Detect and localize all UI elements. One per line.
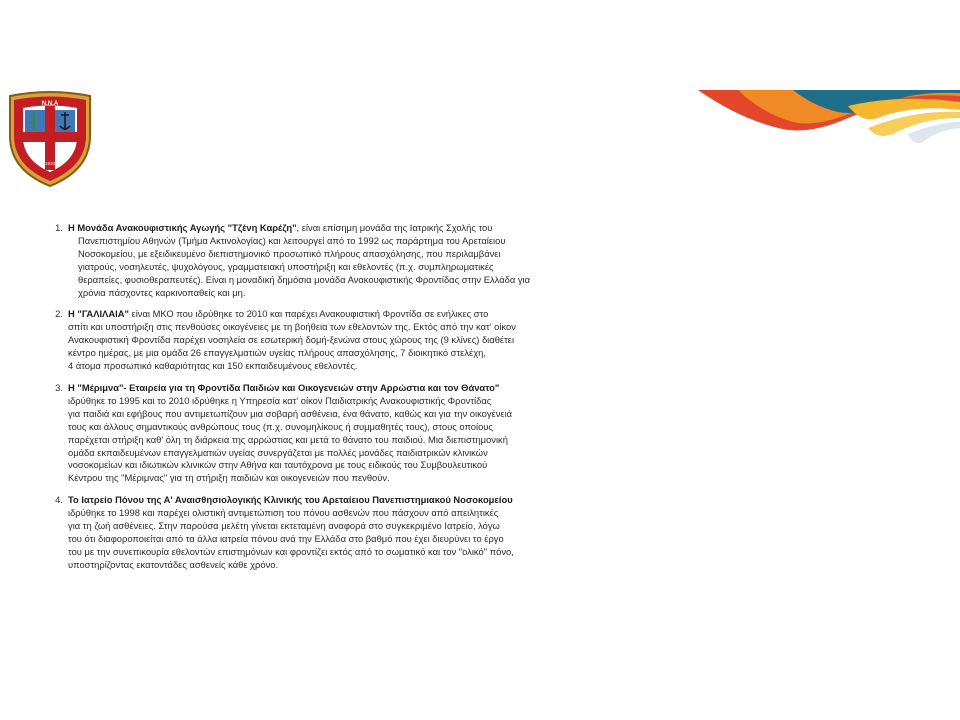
item-number: 1. [55, 222, 63, 233]
item-text: 4 άτομα προσωπικό καθαριότητας και 150 εκπαιδευμένους εθελοντές. [68, 360, 358, 372]
item-text: ιδρύθηκε το 1995 και το 2010 ιδρύθηκε η Υπηρεσία κατ' οίκον Παιδιατρικής Ανακουφιστικής Φροντίδας [68, 394, 492, 406]
item-heading: Η "ΓΑΛΙΛΑΙΑ" [68, 308, 129, 320]
item-text: υποστηρίζοντας εκατοντάδες ασθενείς κάθε χρόνο. [68, 558, 279, 570]
item-number: 2. [55, 308, 63, 320]
list-item [40, 382, 612, 485]
item-text: κέντρο ημέρας, με μια ομάδα 26 επαγγελματιών υγείας πλήρους απασχόλησης, 7 διοικητικό στελέχη, [68, 347, 486, 359]
item-text: τους και άλλους σημαντικούς ανθρώπους τους (π.χ. συνομηλίκους ή συμμαθητές τους), στους οποίους [68, 420, 493, 432]
item-text: Νοσοκομείου, με εξειδικευμένο διεπιστημονικό προσωπικό πλήρους απασχόλησης, που περιλαμβάνει [78, 247, 501, 259]
item-text: του με την συνεπικουρία εθελοντών επιστημόνων και φροντίζει εκτός από το σωματικό και τον "ολικό" πόνο, [68, 545, 514, 557]
item-heading: Το Ιατρείο Πόνου της Α' Αναισθησιολογικής Κλινικής του Αρεταίειου Πανεπιστημιακού Νοσοκομείου [68, 494, 513, 506]
list-item [40, 222, 612, 299]
logo-year: 1910 [44, 161, 56, 166]
item-text: γιατρούς, νοσηλευτές, ψυχολόγους, γραμματειακή υποστήριξη και εθελοντές (π.χ. συμπληρωματικές [78, 260, 494, 272]
organization-list [40, 222, 612, 581]
nna-shield-logo [6, 90, 94, 188]
item-text: Κέντρου της "Μέριμνας" για τη στήριξη παιδιών και οικογενειών που πενθούν. [68, 472, 390, 484]
item-text: , είναι επίσημη μονάδα της Ιατρικής Σχολής του [296, 222, 493, 233]
item-text: Πανεπιστημίου Αθηνών (Τμήμα Ακτινολογίας) και λειτουργεί από το 1992 ως παράρτημα του Αρεταίειου [78, 234, 506, 246]
item-heading: Η Μονάδα Ανακουφιστικής Αγωγής "Τζένη Καρέζη" [68, 222, 297, 233]
item-text: για τη ζωή ασθένειες. Στην παρούσα μελέτη γίνεται εκτεταμένη αναφορά στο συγκεκριμένο Ιατρείο, λόγω [68, 520, 500, 532]
item-text: για παιδιά και εφήβους που αντιμετωπίζουν μια σοβαρή ασθένεια, ένα θάνατο, καθώς και για την οικογένειά [68, 407, 513, 419]
logo-abbreviation: N.N.A [41, 101, 59, 107]
item-text: Ανακουφιστική Φροντίδα παρέχει νοσηλεία σε εσωτερική δομή-ξενώνα στους χώρους της (9 κλίνες) διαθέτει [68, 334, 515, 346]
item-text: παρέχεται στήριξη καθ' όλη τη διάρκεια της αρρώστιας και μετά το θάνατο του παιδιού. Μια διεπιστημονική [68, 433, 508, 445]
item-text: ομάδα εκπαιδευμένων επαγγελματιών υγείας συνεργάζεται με πολλές μονάδες παιδιατρικών κλινικών [68, 446, 488, 458]
item-text: ιδρύθηκε το 1998 και παρέχει ολιστική αντιμετώπιση του πόνου ασθενών που πάσχουν από απειλητικές [68, 507, 499, 519]
item-text: νοσοκομείων και ιδιωτικών κλινικών στην Αθήνα και ταυτόχρονα με τους ειδικούς του Συμβουλευτικού [68, 459, 488, 471]
item-number: 4. [55, 494, 63, 506]
item-text: σπίτι και υποστήριξη στις πενθούσες οικογένειες με τη βοήθεια των εθελοντών της. Εκτός από την κατ' οίκον [68, 321, 516, 333]
item-heading: Η "Μέριμνα"- Εταιρεία για τη Φροντίδα Παιδιών και Οικογενειών στην Αρρώστια και τον Θάνατο" [68, 381, 500, 393]
item-number: 3. [55, 381, 63, 393]
list-item [40, 494, 612, 571]
item-text: χρόνια πάσχοντες καρκινοπαθείς και μη. [78, 286, 246, 298]
item-text: είναι ΜΚΟ που ιδρύθηκε το 2010 και παρέχει Ανακουφιστική Φροντίδα σε ενήλικες στο [128, 308, 489, 320]
decorative-swoosh [698, 88, 960, 150]
list-item [40, 308, 612, 373]
item-text: θεραπείες, φυσιοθεραπευτές). Είναι η μοναδική δημόσια μονάδα Ανακουφιστικής Φροντίδας στην Ελλάδα για [78, 273, 531, 285]
item-text: του ότι διαφοροποιείται από τα άλλα ιατρεία πόνου ανά την Ελλάδα στο βαθμό που έχει διευρύνει το έργο [68, 532, 504, 544]
